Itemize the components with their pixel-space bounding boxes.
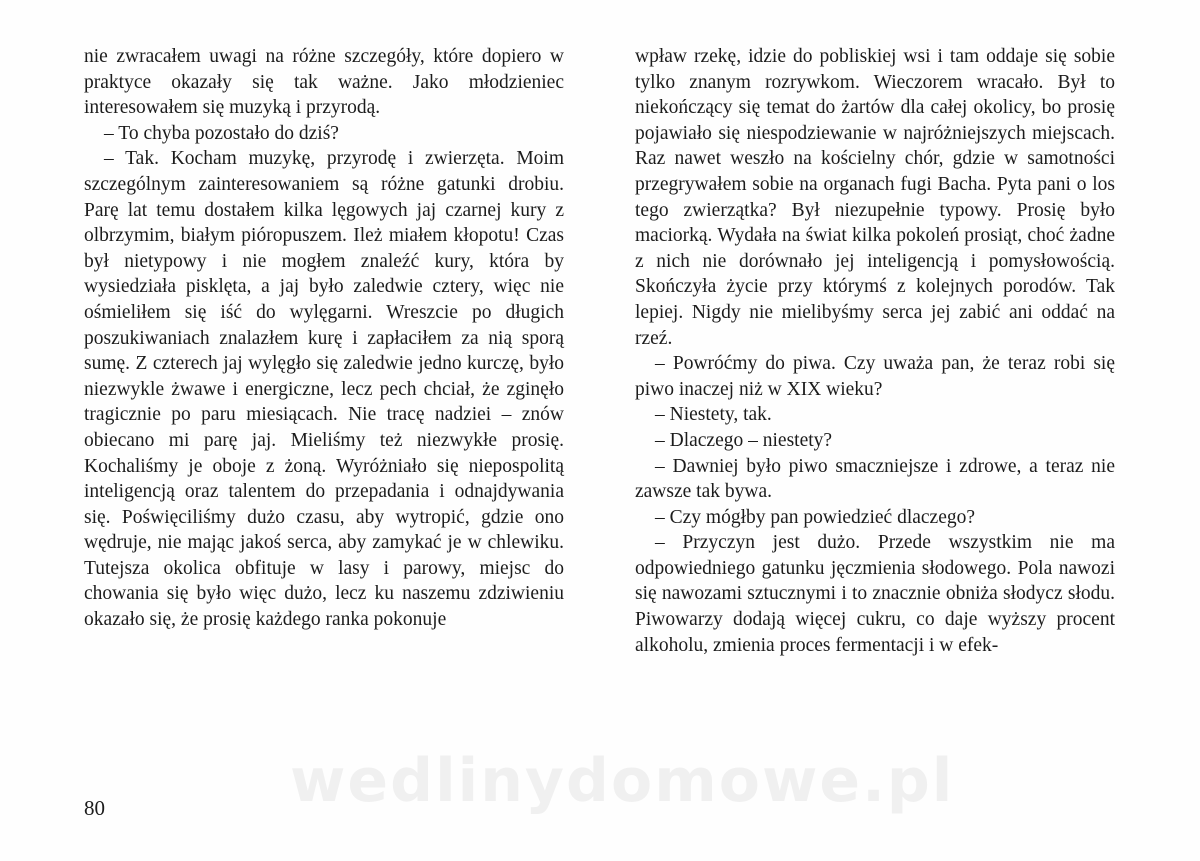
paragraph: nie zwracałem uwagi na różne szczegóły, które dopiero w praktyce okazały się tak ważne. Jako młodzieniec interesowałem się muzyką i przyrodą. <box>84 46 564 119</box>
paragraph: – Czy mógłby pan powiedzieć dlaczego? <box>655 506 976 528</box>
paragraph: – Przyczyn jest dużo. Przede wszystkim nie ma odpowiedniego gatunku jęczmienia słodowego. Pola nawozi się nawozami sztucznymi i to znacznie obniża słodycz słodu. Piwowarzy dodają więcej cukru, co daje wyższy procent alkoholu, zmienia proces fermentacji i w efek- <box>635 532 1115 656</box>
page-number: 80 <box>84 796 105 820</box>
right-text-column <box>635 44 1115 658</box>
paragraph: – Tak. Kocham muzykę, przyrodę i zwierzęta. Moim szczególnym zainteresowaniem są różne gatunki drobiu. Parę lat temu dostałem kilka lęgowych jaj czarnej kury z olbrzymim, białym pióropuszem. Ileż miałem kłopotu! Czas był nietypowy i nie mogłem znaleźć kury, która by wysiedziała pisklęta, a jaj było zaledwie cztery, więc nie ośmieliłem się iść do wylęgarni. Wreszcie po długich poszukiwaniach znalazłem kurę i zapłaciłem za nią sporą sumę. Z czterech jaj wylęgło się zaledwie jedno kurczę, było niezwykle żwawe i energiczne, lecz pech chciał, że zginęło tragicznie po paru miesiącach. Nie tracę nadziei – znów obiecano mi parę jaj. Mieliśmy też niezwykłe prosię. Kochaliśmy je oboje z żoną. Wyróżniało się niepospolitą inteligencją oraz talentem do przepadania i odnajdywania się. Poświęciliśmy dużo czasu, aby wytropić, gdzie ono wędruje, nie mając jakoś serca, aby zamykać je w chlewiku. Tutejsza okolica obfituje w lasy i parowy, miejsc do chowania się było więc dużo, lecz ku naszemu zdziwieniu okazało się, że prosię każdego ranka pokonuje <box>84 148 564 631</box>
left-text-column <box>84 44 564 633</box>
paragraph: – Dlaczego – niestety? <box>655 429 833 451</box>
paragraph: wpław rzekę, idzie do pobliskiej wsi i tam oddaje się sobie tylko znanym rozrywkom. Wieczorem wracało. Był to niekończący się temat do żartów dla całej okolicy, bo prosię pojawiało się niespodziewanie w najróżniejszych miejscach. Raz nawet weszło na kościelny chór, gdzie w samotności przegrywałem sobie na organach fugi Bacha. Pyta pani o los tego zwierzątka? Był niezupełnie typowy. Prosię było maciorką. Wydała na świat kilka pokoleń prosiąt, choć żadne z nich nie dorównało jej inteligencją i pomysłowością. Skończyła życie przy którymś z kolejnych porodów. Tak lepiej. Nigdy nie mielibyśmy serca jej zabić ani oddać na rzeź. <box>635 46 1115 349</box>
paragraph: – Niestety, tak. <box>655 404 772 426</box>
watermark: wedlinydomowe.pl <box>290 746 955 816</box>
paragraph: – To chyba pozostało do dziś? <box>104 122 339 144</box>
paragraph: – Dawniej było piwo smaczniejsze i zdrowe, a teraz nie zawsze tak bywa. <box>635 455 1115 503</box>
paragraph: – Powróćmy do piwa. Czy uważa pan, że teraz robi się piwo inaczej niż w XIX wieku? <box>635 353 1115 400</box>
